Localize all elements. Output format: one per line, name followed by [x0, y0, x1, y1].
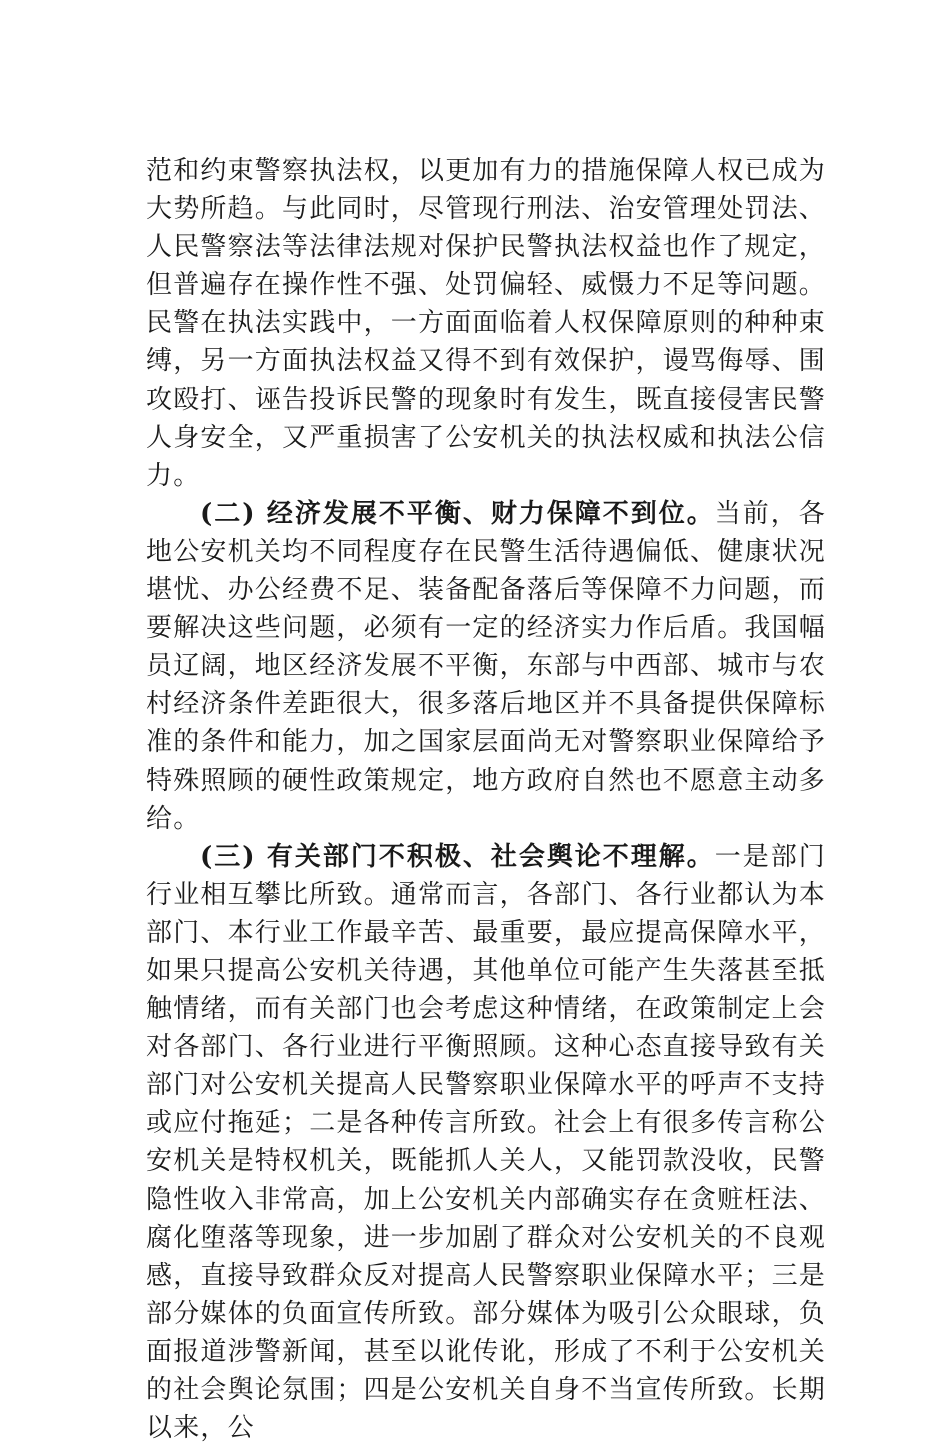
paragraph-3-heading: (三) 有关部门不积极、社会舆论不理解。	[200, 841, 715, 872]
paragraph-2	[146, 495, 826, 838]
paragraph-1-text: 范和约束警察执法权，以更加有力的措施保障人权已成为大势所趋。与此同时，尽管现行刑法、治安管理处罚法、人民警察法等法律法规对保护民警执法权益也作了规定，但普遍存在操作性不强、处罚偏轻、威慑力不足等问题。民警在执法实践中，一方面面临着人权保障原则的种种束缚，另一方面执法权益又得不到有效保护，谩骂侮辱、围攻殴打、诬告投诉民警的现象时有发生，既直接侵害民警人身安全，又严重损害了公安机关的执法权威和执法公信力。	[146, 156, 827, 491]
paragraph-3	[146, 838, 826, 1447]
paragraph-2-heading: (二) 经济发展不平衡、财力保障不到位。	[200, 498, 715, 529]
body-text	[146, 152, 826, 1447]
paragraph-3-text: 一是部门行业相互攀比所致。通常而言，各部门、各行业都认为本部门、本行业工作最辛苦、最重要，最应提高保障水平，如果只提高公安机关待遇，其他单位可能产生失落甚至抵触情绪，而有关部门也会考虑这种情绪，在政策制定上会对各部门、各行业进行平衡照顾。这种心态直接导致有关部门对公安机关提高人民警察职业保障水平的呼声不支持或应付拖延；二是各种传言所致。社会上有很多传言称公安机关是特权机关，既能抓人关人，又能罚款没收，民警隐性收入非常高，加上公安机关内部确实存在贪赃枉法、腐化堕落等现象，进一步加剧了群众对公安机关的不良观感，直接导致群众反对提高人民警察职业保障水平；三是部分媒体的负面宣传所致。部分媒体为吸引公众眼球，负面报道涉警新闻，甚至以讹传讹，形成了不利于公安机关的社会舆论氛围；四是公安机关自身不当宣传所致。长期以来，公	[146, 841, 827, 1444]
paragraph-1	[146, 152, 826, 495]
paragraph-2-text: 当前，各地公安机关均不同程度存在民警生活待遇偏低、健康状况堪忧、办公经费不足、装备配备落后等保障不力问题，而要解决这些问题，必须有一定的经济实力作后盾。我国幅员辽阔，地区经济发展不平衡，东部与中西部、城市与农村经济条件差距很大，很多落后地区并不具备提供保障标准的条件和能力，加之国家层面尚无对警察职业保障给予特殊照顾的硬性政策规定，地方政府自然也不愿意主动多给。	[146, 498, 827, 834]
